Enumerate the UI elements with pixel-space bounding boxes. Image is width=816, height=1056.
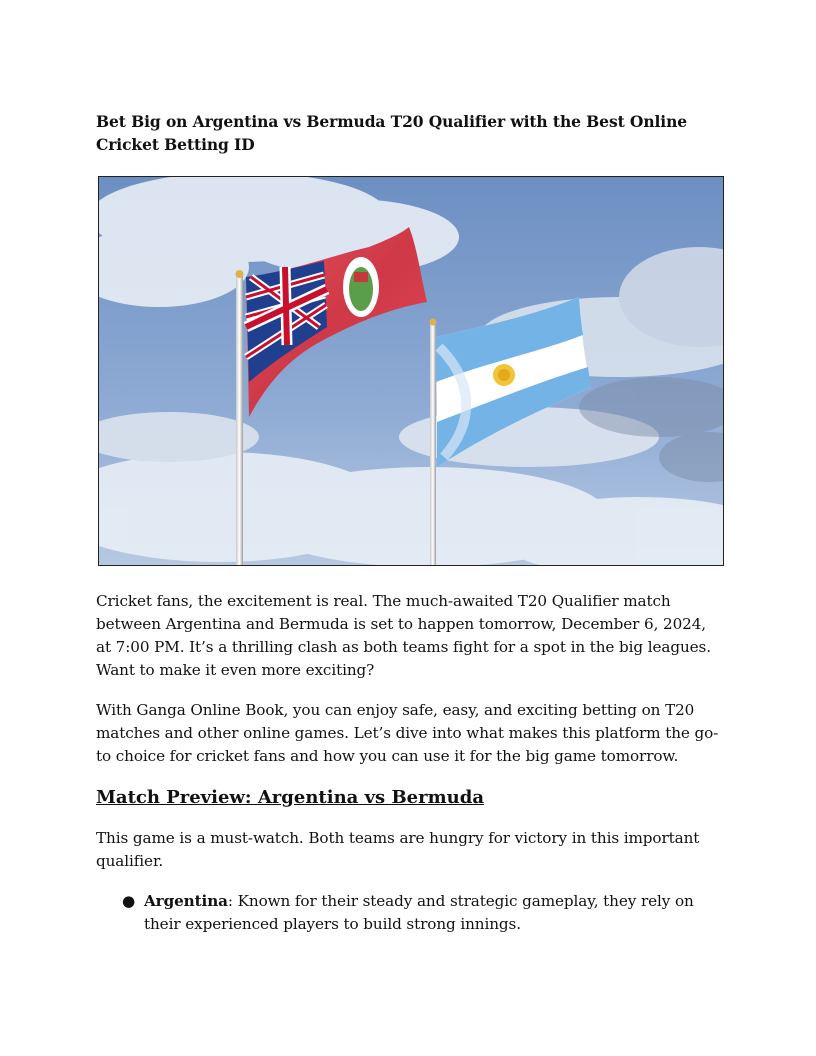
section-heading: Match Preview: Argentina vs Bermuda: [96, 787, 484, 808]
document-page: [96, 110, 724, 936]
bullet-marker: ●: [122, 892, 136, 910]
platform-paragraph: With Ganga Online Book, you can enjoy safe, easy, and exciting betting on T20 matches and other online games. Let’s dive into what makes this platform the go-to choice for cricket fans and how you can use it for the big game tomorrow.: [96, 701, 719, 765]
bullet-text: : Known for their steady and strategic gameplay, they rely on their experienced players to build strong innings.: [144, 892, 694, 933]
flagpole-right: [430, 323, 436, 565]
intro-paragraph: Cricket fans, the excitement is real. The much-awaited T20 Qualifier match between Argentina and Bermuda is set to happen tomorrow, December 6, 2024, at 7:00 PM. It’s a thrilling clash as both teams fight for a spot in the big leagues. Want to make it even more exciting?: [96, 592, 711, 679]
team-bullet-list: [96, 890, 724, 936]
flagpole-left: [236, 275, 243, 565]
flags-photo: [98, 176, 724, 566]
section-intro: This game is a must-watch. Both teams are hungry for victory in this important qualifier.: [96, 829, 700, 870]
document-title: Bet Big on Argentina vs Bermuda T20 Qualifier with the Best Online Cricket Betting ID: [96, 112, 688, 154]
bullet-argentina: [96, 890, 724, 936]
bullet-label: Argentina: [144, 892, 228, 910]
